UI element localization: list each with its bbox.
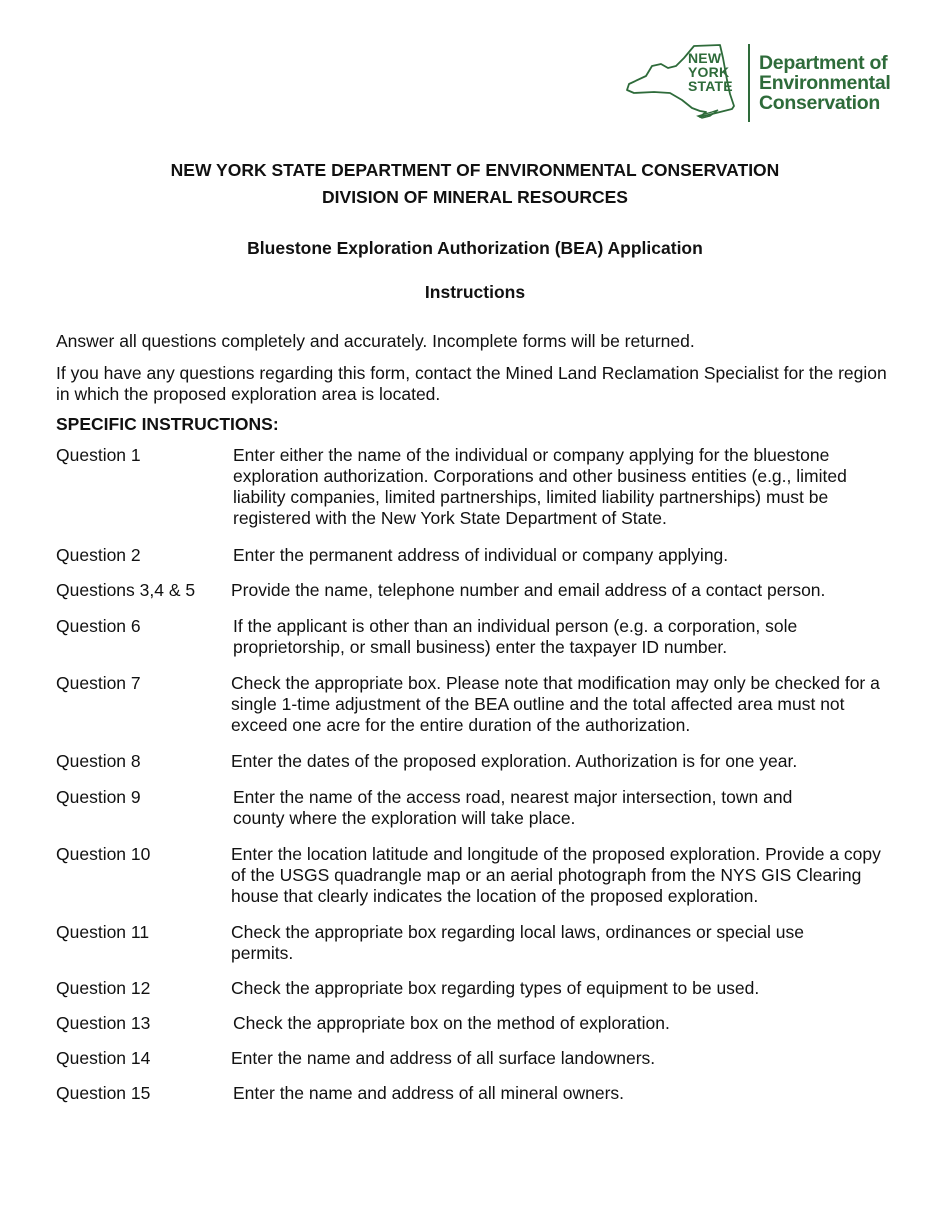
intro-paragraph: Answer all questions completely and accurately. Incomplete forms will be returned. xyxy=(56,331,695,351)
question-instruction: Check the appropriate box. Please note that modification may only be checked for a single 1-time adjustment of the BEA outline and the total affected area must not exceed one acre for the entire duration of the authorization. xyxy=(231,673,880,735)
question-instruction: Provide the name, telephone number and email address of a contact person. xyxy=(231,580,826,600)
question-label: Question 8 xyxy=(56,751,141,771)
question-instruction: Enter the dates of the proposed exploration. Authorization is for one year. xyxy=(231,751,798,771)
question-instruction: Enter the name of the access road, nearest major intersection, town and county where the exploration will take place. xyxy=(233,787,793,828)
logo-dept-line: Environmental xyxy=(759,72,891,94)
question-instruction: Check the appropriate box on the method of exploration. xyxy=(233,1013,670,1033)
question-label: Question 10 xyxy=(56,844,151,864)
division-heading: DIVISION OF MINERAL RESOURCES xyxy=(322,187,628,207)
contact-paragraph: If you have any questions regarding this form, contact the Mined Land Reclamation Specialist for the region in which the proposed exploration area is located. xyxy=(56,363,887,404)
question-label: Question 11 xyxy=(56,922,150,942)
logo-dept-line: Department of xyxy=(759,52,888,74)
logo-dept-line: Conservation xyxy=(759,92,881,114)
question-instruction: Enter the name and address of all mineral owners. xyxy=(233,1083,625,1103)
question-instruction: Check the appropriate box regarding local laws, ordinances or special use permits. xyxy=(231,922,804,963)
question-label: Question 9 xyxy=(56,787,141,807)
agency-heading: NEW YORK STATE DEPARTMENT OF ENVIRONMENTAL CONSERVATION xyxy=(170,160,780,180)
question-label: Question 14 xyxy=(56,1048,151,1068)
specific-instructions-heading: SPECIFIC INSTRUCTIONS: xyxy=(56,414,279,434)
question-label: Question 2 xyxy=(56,545,141,565)
instructions-heading: Instructions xyxy=(424,282,526,302)
logo-state-word: YORK xyxy=(688,64,730,80)
question-label: Questions 3,4 & 5 xyxy=(56,580,196,600)
question-instruction: Enter the location latitude and longitude of the proposed exploration. Provide a copy of the USGS quadrangle map or an aerial photograph from the NYS GIS Clearing house that clearly indicates the location of the proposed exploration. xyxy=(231,844,881,906)
nys-dec-logo xyxy=(624,42,894,124)
form-title: Bluestone Exploration Authorization (BEA) Application xyxy=(247,238,703,258)
question-instruction: Enter the permanent address of individual or company applying. xyxy=(233,545,729,565)
question-instruction: Enter either the name of the individual or company applying for the bluestone exploration authorization. Corporations and other business entities (e.g., limited liability companies, limited partnerships, limited liability partnerships) must be registered with the New York State Department of State. xyxy=(233,445,847,528)
question-instruction: Enter the name and address of all surface landowners. xyxy=(231,1048,656,1068)
logo-state-word: NEW xyxy=(688,50,722,66)
logo-divider xyxy=(748,44,750,122)
question-label: Question 15 xyxy=(56,1083,151,1103)
question-instruction: Check the appropriate box regarding types of equipment to be used. xyxy=(231,978,760,998)
question-label: Question 13 xyxy=(56,1013,151,1033)
question-instruction: If the applicant is other than an individual person (e.g. a corporation, sole proprietorship, or small business) enter the taxpayer ID number. xyxy=(233,616,798,657)
question-label: Question 7 xyxy=(56,673,141,693)
question-label: Question 12 xyxy=(56,978,151,998)
question-label: Question 6 xyxy=(56,616,141,636)
question-label: Question 1 xyxy=(56,445,141,465)
logo-state-word: STATE xyxy=(688,78,733,94)
